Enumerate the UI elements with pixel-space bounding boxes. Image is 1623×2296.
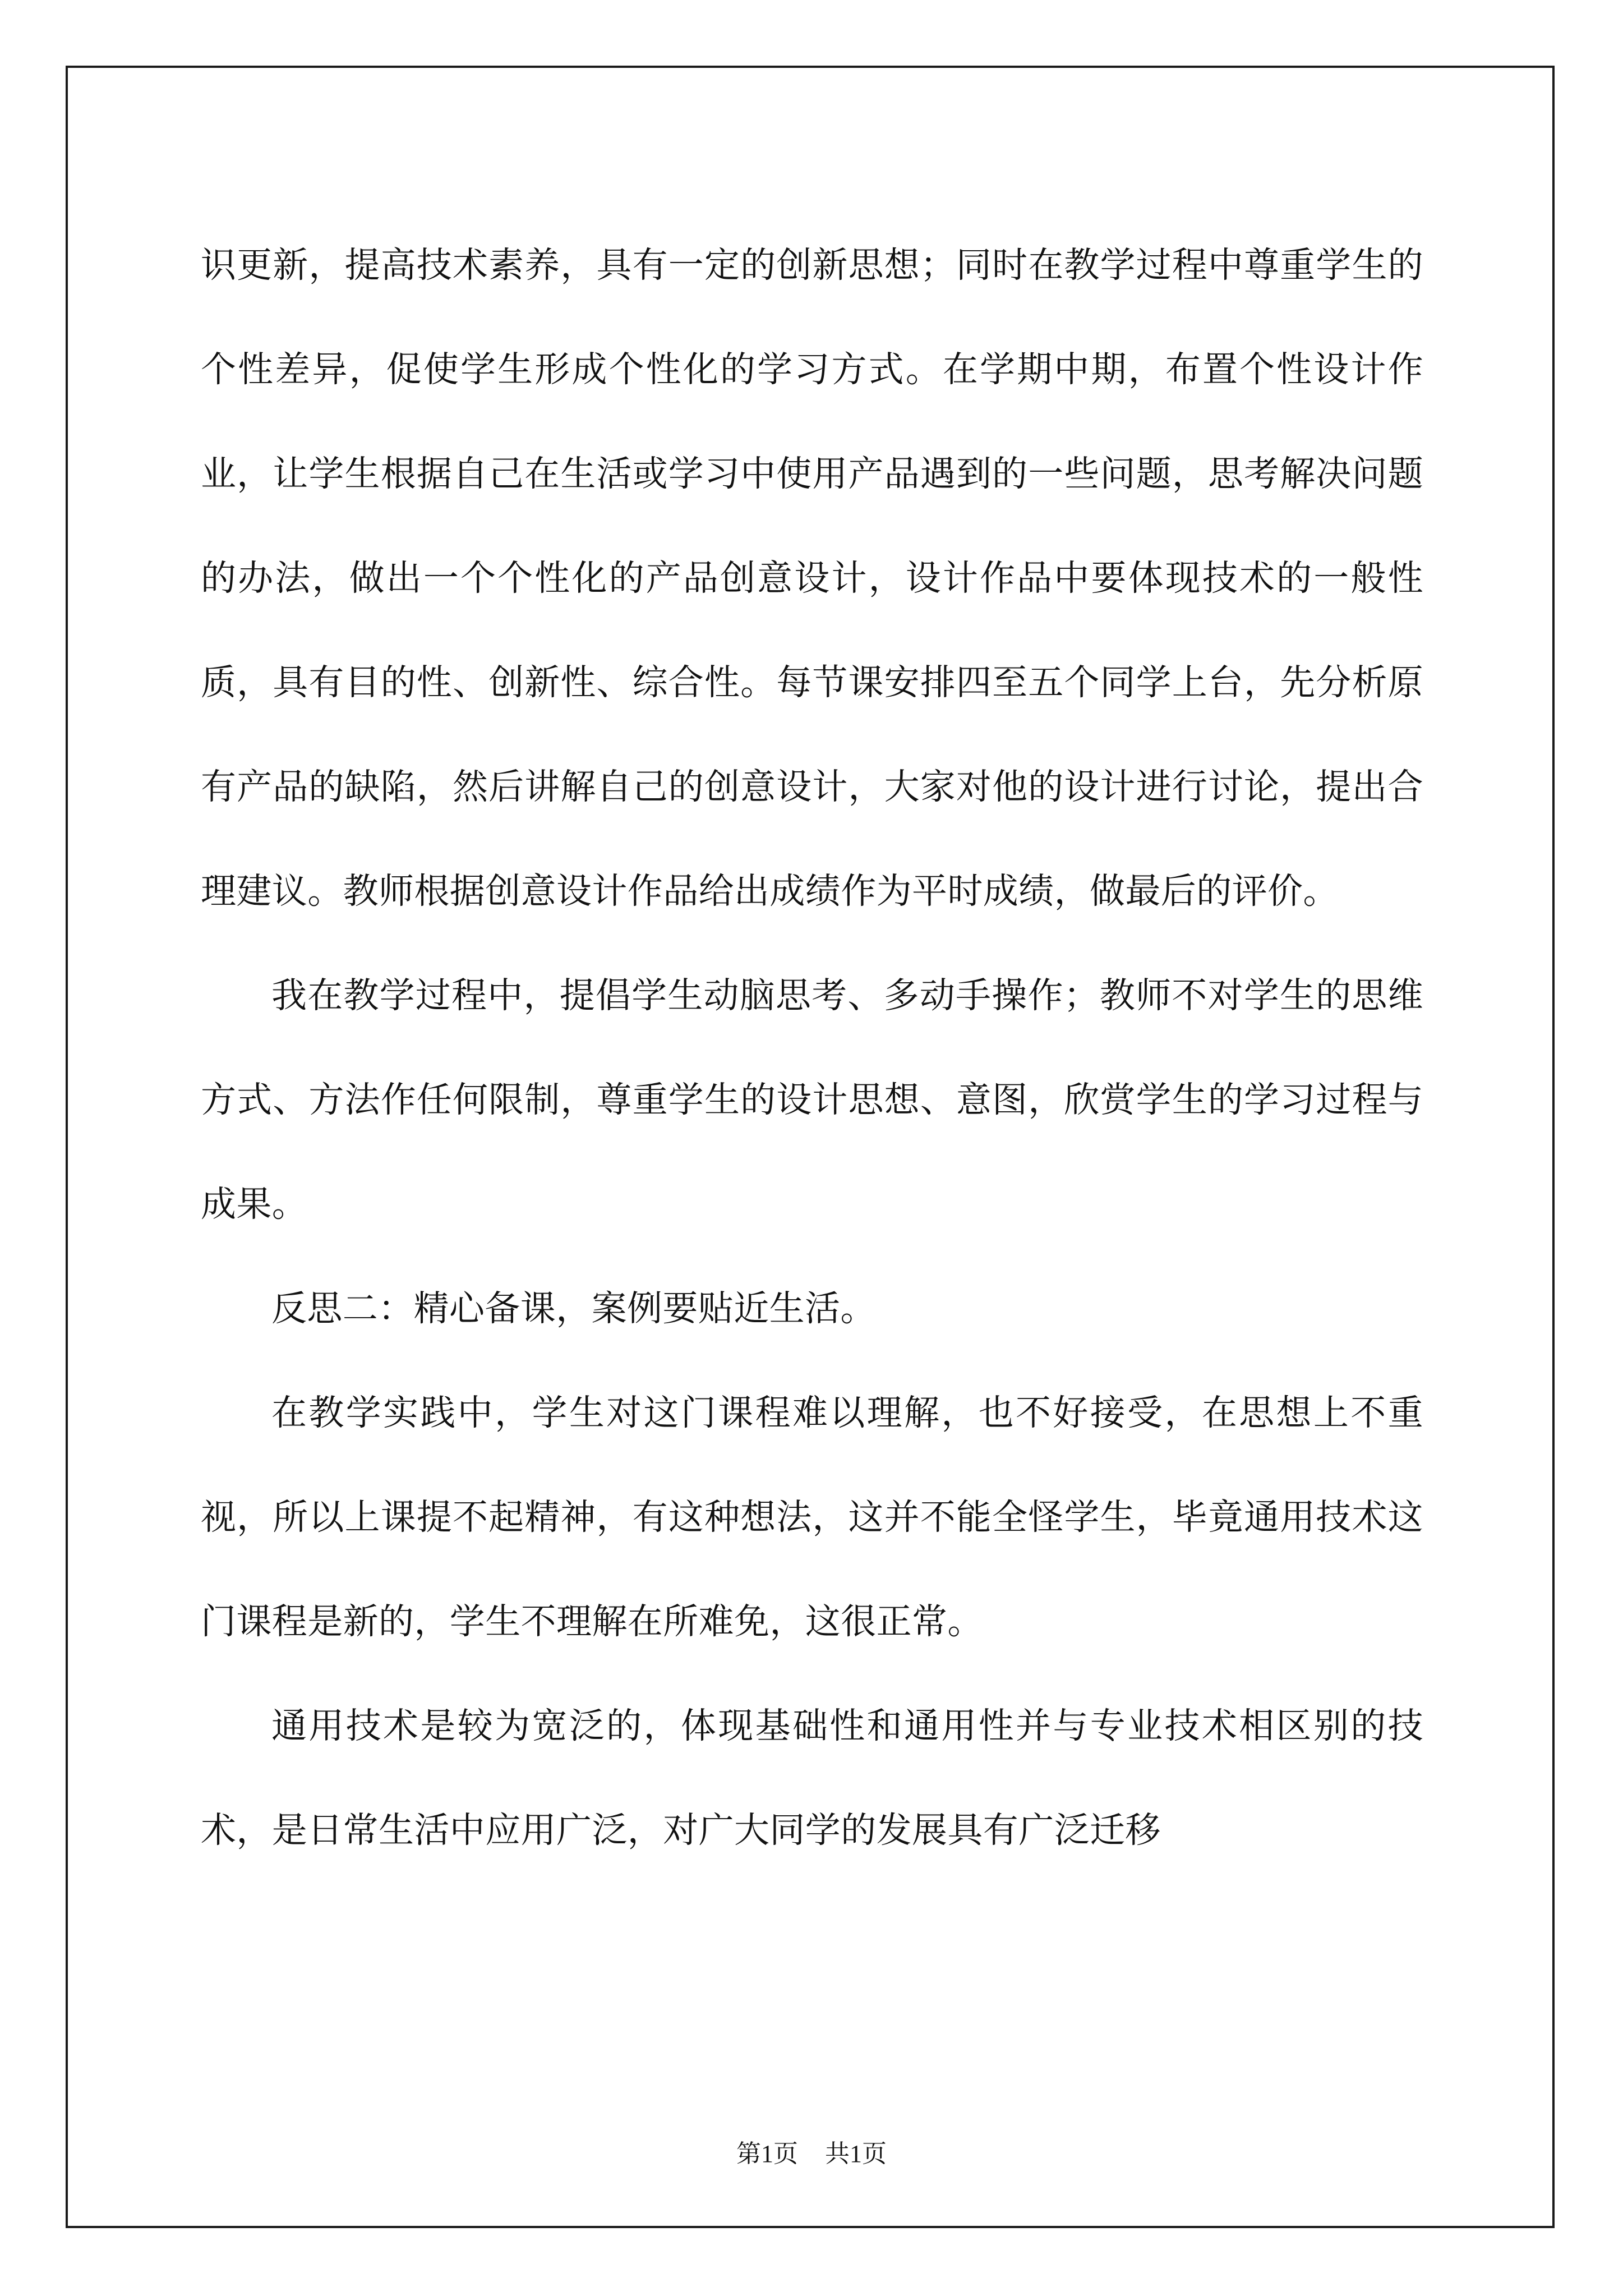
paragraph-4: 在教学实践中，学生对这门课程难以理解，也不好接受，在思想上不重视，所以上课提不起精神，有这种想法，这并不能全怪学生，毕竟通用技术这门课程是新的，学生不理解在所难免，这很正常。 [201,1392,1423,1642]
paragraph-2: 我在教学过程中，提倡学生动脑思考、多动手操作；教师不对学生的思维方式、方法作任何限制，尊重学生的设计思想、意图，欣赏学生的学习过程与成果。 [201,975,1423,1225]
document-body [201,213,1423,1883]
page-number: 第1页 [736,2140,798,2168]
paragraph-5: 通用技术是较为宽泛的，体现基础性和通用性并与专业技术相区别的技术，是日常生活中应用广泛，对广大同学的发展具有广泛迁移 [201,1705,1423,1851]
paragraph-1: 识更新，提高技术素养，具有一定的创新思想；同时在教学过程中尊重学生的个性差异，促使学生形成个性化的学习方式。在学期中期，布置个性设计作业，让学生根据自己在生活或学习中使用产品遇到的一些问题，思考解决问题的办法，做出一个个性化的产品创意设计，设计作品中要体现技术的一般性质，具有目的性、创新性、综合性。每节课安排四至五个同学上台，先分析原有产品的缺陷，然后讲解自己的创意设计，大家对他的设计进行讨论，提出合理建议。教师根据创意设计作品给出成绩作为平时成绩，做最后的评价。 [201,245,1423,912]
page-footer [0,2133,1623,2169]
paragraph-3: 反思二：精心备课，案例要贴近生活。 [271,1288,876,1329]
page-total: 共1页 [825,2140,887,2168]
